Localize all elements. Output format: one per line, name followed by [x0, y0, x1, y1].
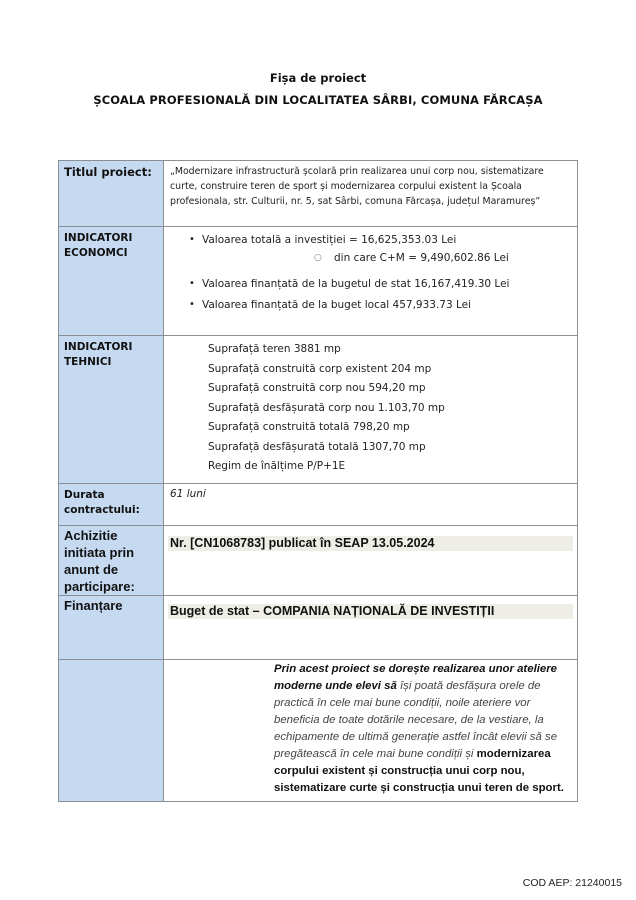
label-line: INDICATORI — [64, 232, 133, 244]
label-cell — [59, 484, 164, 526]
document-title: Fișa de proiect — [269, 71, 367, 85]
table-row-indicatori-tehnici — [59, 336, 578, 484]
circle-bullet-icon: ○ — [314, 253, 322, 263]
list-item-text: Valoarea finanțată de la buget local 457,933.73 Lei — [202, 299, 472, 311]
list-item: Regim de înălțime P/P+1E — [208, 460, 346, 472]
titlu-value: „Modernizare infrastructură școlară prin realizarea unui corp nou, sistematizare curte, construire teren de sport și modernizarea corpului existent la Școala profesionala, str. Culturii, nr. 5, sat Sârbi, comuna Fărcașa, județul Maramureș” — [170, 166, 544, 207]
list-item: Suprafață construită corp nou 594,20 mp — [208, 382, 426, 394]
list-item — [164, 231, 577, 249]
value-cell — [164, 227, 578, 336]
list-item-text: din care C+M = 9,490,602.86 Lei — [334, 252, 509, 264]
description-italic: își poată desfășura orele de practică în cele mai bune condiții, noile ateriere vor beneficia de toate dotările necesare, de la vestiare, la echipamente de ultimă generație astfel încât elevii să se pregătească în cele mai bune condiții și — [274, 680, 558, 760]
label-cell — [59, 227, 164, 336]
list-item: Suprafață construită totală 798,20 mp — [208, 421, 410, 433]
label-line: contractului: — [64, 504, 140, 516]
label-line: anunt de — [64, 562, 119, 577]
list-item-sub — [164, 249, 577, 267]
list-item-text: Valoarea finanțată de la bugetul de stat 16,167,419.30 Lei — [202, 278, 510, 290]
description-bold: modernizarea corpului existent și construcția unui corp nou, sistematizare curte și construcția unui teren de sport. — [274, 748, 564, 794]
table-row-durata — [59, 484, 578, 526]
achizitie-label — [59, 526, 163, 595]
achizitie-value: Nr. [CN1068783] publicat în SEAP 13.05.2024 — [168, 536, 573, 551]
value-cell — [164, 161, 578, 227]
economici-label — [59, 227, 163, 261]
list-item-text: Valoarea totală a investiției = 16,625,353.03 Lei — [202, 234, 457, 246]
project-description — [164, 660, 577, 797]
economic-indicators-list — [164, 227, 577, 314]
durata-label — [59, 484, 163, 518]
durata-value: 61 luni — [170, 488, 206, 500]
label-cell — [59, 526, 164, 596]
list-item — [164, 275, 577, 293]
tehnici-label — [59, 336, 163, 370]
list-item: Suprafață teren 3881 mp — [208, 343, 341, 355]
label-line: TEHNICI — [64, 356, 112, 368]
project-sheet-table — [58, 160, 578, 802]
value-cell — [164, 526, 578, 596]
bullet-icon: • — [189, 234, 195, 245]
label-cell — [59, 336, 164, 484]
value-cell — [164, 336, 578, 484]
bullet-icon: • — [189, 278, 195, 289]
label-line: ECONOMCI — [64, 247, 128, 259]
technical-indicators-list — [164, 336, 577, 477]
table-row-indicatori-economici — [59, 227, 578, 336]
value-cell — [164, 484, 578, 526]
document-subtitle: ȘCOALA PROFESIONALĂ DIN LOCALITATEA SÂRBI, COMUNA FĂRCAȘA — [93, 93, 543, 107]
label-cell — [59, 596, 164, 660]
bullet-icon: • — [189, 299, 195, 310]
label-line: participare: — [64, 579, 135, 594]
value-cell — [164, 596, 578, 660]
finantare-label: Finanțare — [64, 598, 123, 613]
table-row-finantare — [59, 596, 578, 660]
label-line: initiata prin — [64, 545, 135, 560]
titlu-label: Titlul proiect: — [64, 165, 152, 179]
finantare-value: Buget de stat – COMPANIA NAȚIONALĂ DE INVESTIȚII — [168, 604, 573, 619]
description-bold-italic: Prin acest proiect se dorește realizarea unor ateliere moderne unde elevi să — [274, 663, 557, 692]
list-item — [164, 296, 577, 314]
label-line: Durata — [64, 489, 105, 501]
table-row-descriere — [59, 660, 578, 802]
label-line: Achizitie — [64, 528, 118, 543]
list-item: Suprafață desfășurată corp nou 1.103,70 mp — [208, 401, 445, 414]
table-row-titlu — [59, 161, 578, 227]
cod-aep: COD AEP: 21240015 — [522, 877, 622, 889]
list-item: Suprafață desfășurată totală 1307,70 mp — [208, 440, 426, 453]
list-item: Suprafață construită corp existent 204 mp — [208, 362, 432, 375]
label-cell — [59, 660, 164, 802]
table-row-achizitie — [59, 526, 578, 596]
label-cell — [59, 161, 164, 227]
label-line: INDICATORI — [64, 341, 133, 353]
value-cell — [164, 660, 578, 802]
